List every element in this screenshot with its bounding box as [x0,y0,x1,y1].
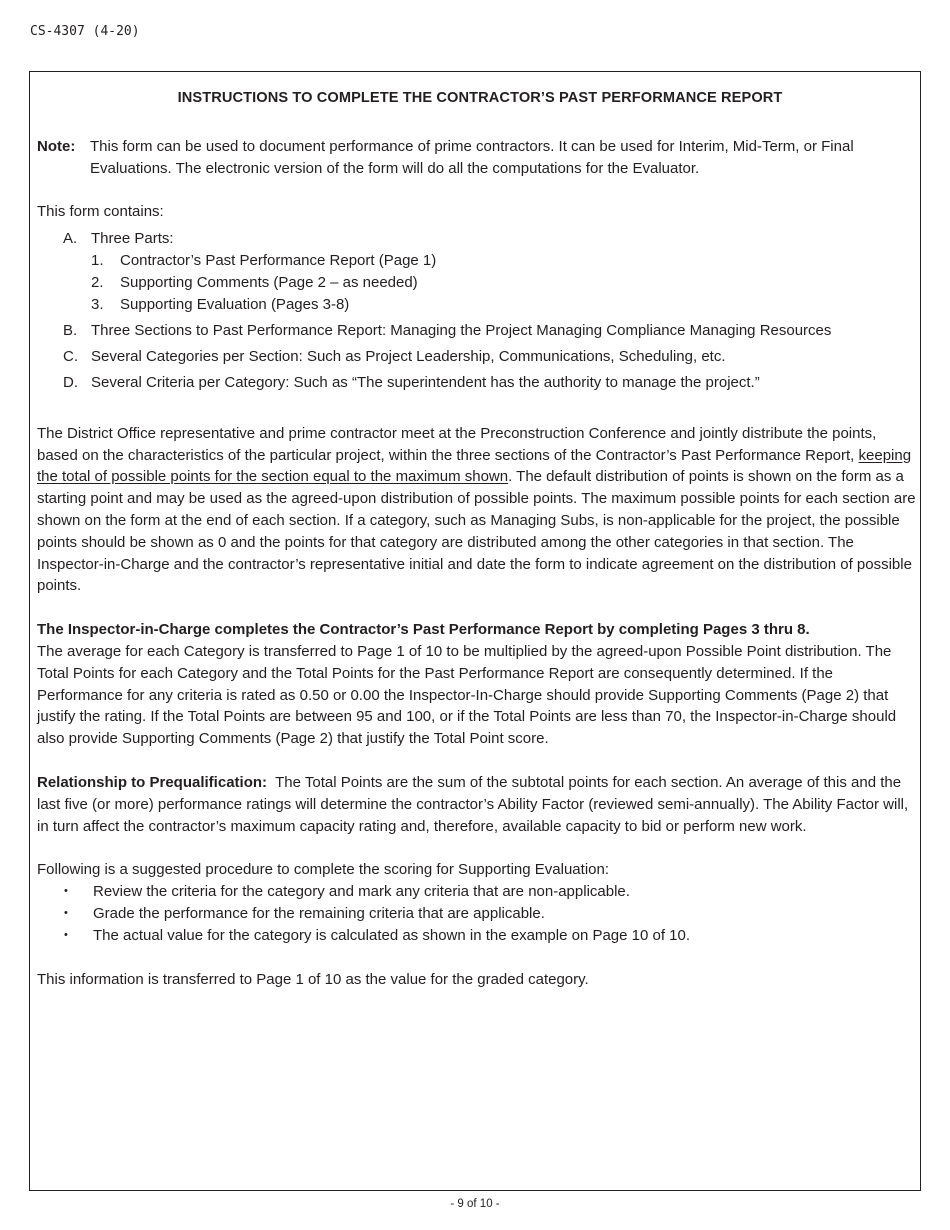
note-block [37,136,919,180]
page-number: - 9 of 10 - [450,1198,500,1210]
list-item [91,250,919,272]
list-item-b [37,320,919,342]
list-item [91,272,919,294]
list-marker: 1. [91,251,104,269]
list-marker: A. [63,230,78,248]
procedure-block [37,859,919,946]
list-item-text: Three Parts: [91,230,174,248]
bullet-icon: • [64,928,68,941]
list-item [37,881,919,903]
district-text-1: The District Office representative and prime contractor meet at the Preconstruction Conference and jointly distribute the points, based on the characteristics of the particular project, within the three sections of the Contractor’s Past Performance Report, [37,424,877,464]
list-marker: C. [63,348,78,366]
list-item-c [37,346,919,368]
list-item-a [37,228,919,315]
list-item-text: Review the criteria for the category and mark any criteria that are non-applicable. [93,883,630,901]
list-item-text: Several Criteria per Category: Such as “The superintendent has the authority to manage the project.” [91,374,760,392]
list-item-text: Supporting Comments (Page 2 – as needed) [120,273,418,291]
inspector-heading: The Inspector-in-Charge completes the Contractor’s Past Performance Report by completing Pages 3 thru 8. [37,621,810,639]
list-item [37,925,919,947]
note-label: Note: [37,137,76,155]
list-item-text: Several Categories per Section: Such as Project Leadership, Communications, Scheduling, etc. [91,348,726,366]
note-text: This form can be used to document performance of prime contractors. It can be used for Interim, Mid-Term, or Final Evaluations. The electronic version of the form will do all the computations for the Evaluator. [90,137,854,177]
prequal-text: The Total Points are the sum of the subtotal points for each section. An average of this and the last five (or more) performance ratings will determine the contractor’s Ability Factor (reviewed semi-annually). The Ability Factor will, in turn affect the contractor’s maximum capacity rating and, therefore, available capacity to bid or perform new work. [37,773,909,835]
list-item-text: The actual value for the category is calculated as shown in the example on Page 10 of 10. [93,926,691,944]
list-item-text: Three Sections to Past Performance Report: Managing the Project Managing Compliance Managing Resources [91,321,832,339]
list-item-text: Grade the performance for the remaining criteria that are applicable. [93,904,545,922]
district-underlined-text: keeping the total of possible points for the section equal to the maximum shown [37,446,912,486]
contains-intro: This form contains: [37,203,164,221]
list-marker: 2. [91,273,104,291]
closing-text: This information is transferred to Page 1 of 10 as the value for the graded category. [37,970,589,988]
bullet-icon: • [64,906,68,919]
list-marker: B. [63,321,78,339]
procedure-intro: Following is a suggested procedure to complete the scoring for Supporting Evaluation: [37,861,609,879]
instructions-content [37,88,919,990]
list-item-text: Supporting Evaluation (Pages 3-8) [120,295,350,313]
inspector-text: The average for each Category is transferred to Page 1 of 10 to be multiplied by the agreed-upon Possible Point distribution. The Total Points for each Category and the Total Points for the Past Performance Report are consequently determined. If the Performance for any criteria is rated as 0.50 or 0.00 the Inspector-In-Charge should provide Supporting Comments (Page 2) that justify the rating. If the Total Points are between 95 and 100, or if the Total Points are less than 70, the Inspector-in-Charge should also provide Supporting Comments (Page 2) that justify the Total Point score. [37,642,897,748]
form-code: CS-4307 (4-20) [30,24,140,39]
prequal-paragraph [37,772,919,837]
list-item [91,294,919,316]
inspector-paragraph [37,619,919,750]
list-marker: D. [63,374,78,392]
list-marker: 3. [91,295,104,313]
list-item-d [37,372,919,394]
list-item-text: Contractor’s Past Performance Report (Page 1) [120,251,437,269]
page-title: INSTRUCTIONS TO COMPLETE THE CONTRACTOR’S PAST PERFORMANCE REPORT [177,90,783,106]
parts-list [91,250,919,315]
district-text-2: . The default distribution of points is shown on the form as a starting point and may be used as the agreed-upon distribution of possible points. The maximum possible points for each section are shown on the form at the end of each section. If a category, such as Managing Subs, is non-applicable for the project, the possible points should be shown as 0 and the points for that category are distributed among the other categories in that section. The Inspector-in-Charge and the contractor’s representative initial and date the form to indicate agreement on the distribution of possible points. [37,468,916,595]
bullet-icon: • [64,885,68,898]
district-paragraph [37,423,919,597]
prequal-label: Relationship to Prequalification: [37,773,268,791]
list-item [37,903,919,925]
spacer [37,399,919,423]
